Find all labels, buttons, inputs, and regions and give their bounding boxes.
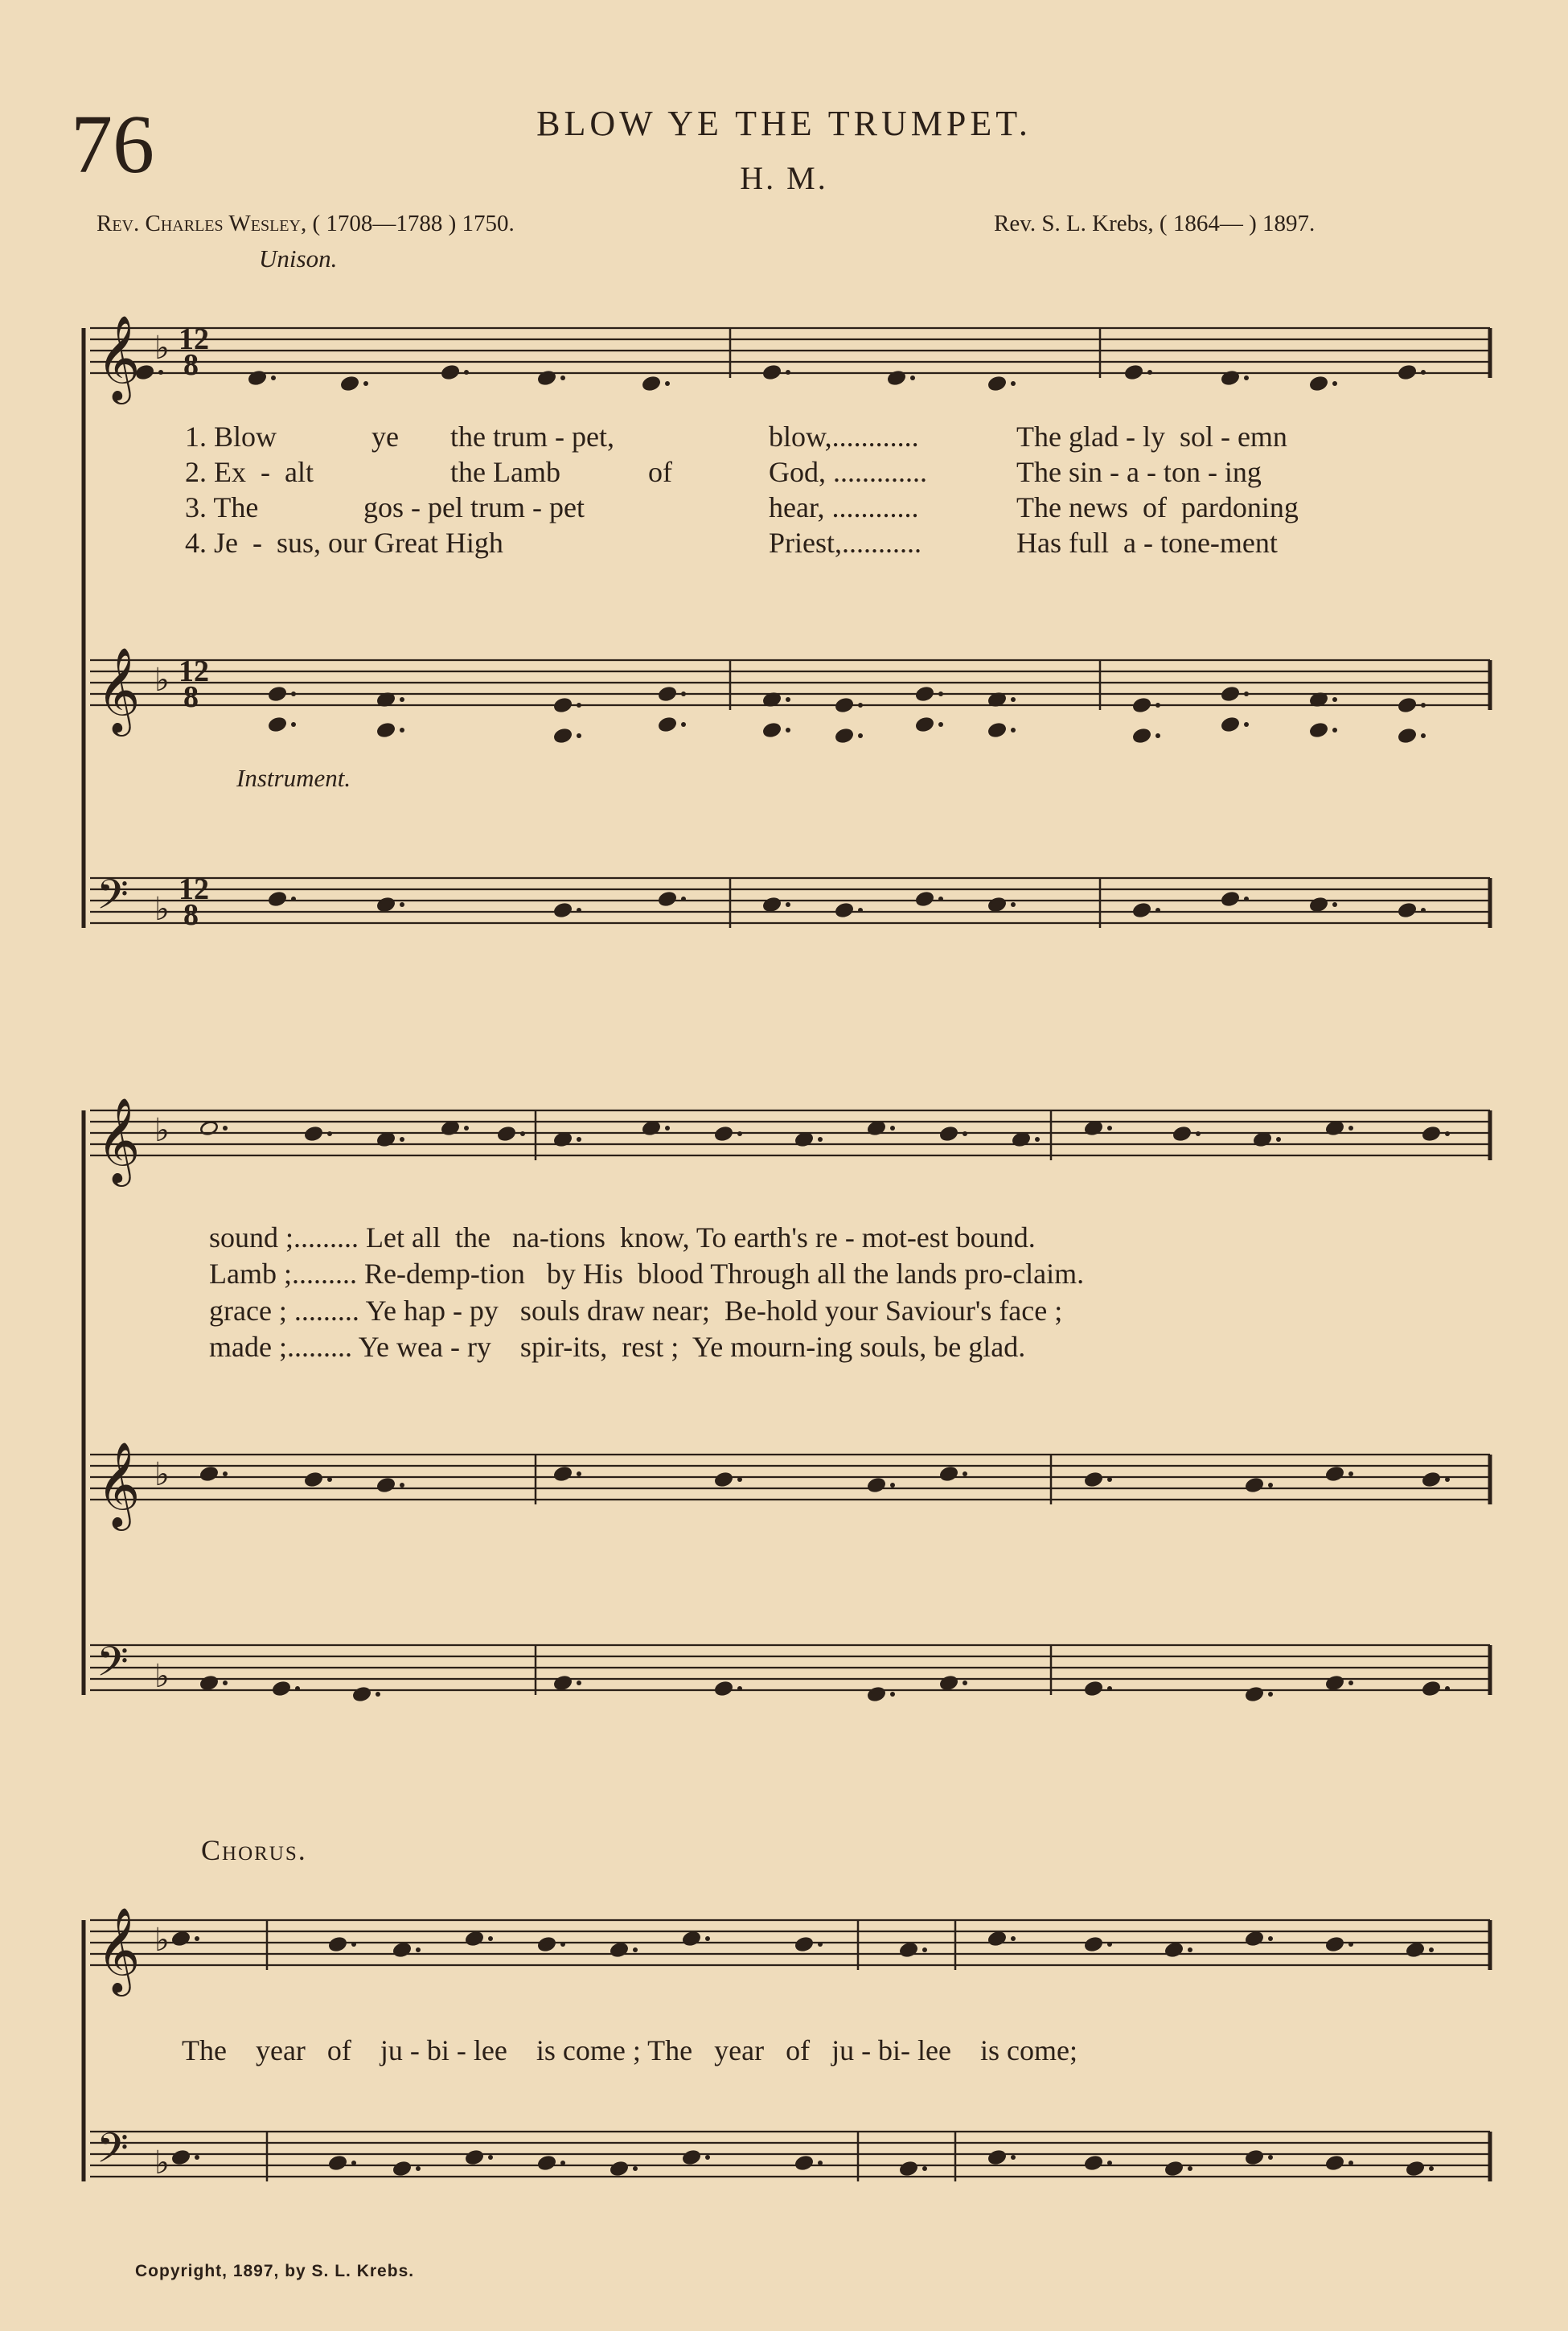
lyric-syllable: 4. Je - sus, our Great High [185, 527, 503, 559]
augmentation-dot [327, 1131, 332, 1136]
note-head [376, 897, 396, 913]
augmentation-dot [1011, 1936, 1016, 1941]
note-head [682, 1931, 701, 1947]
augmentation-dot [291, 897, 296, 901]
flat-icon: ♭ [154, 1456, 170, 1492]
augmentation-dot [1348, 2161, 1353, 2165]
note-head [867, 1686, 886, 1702]
augmentation-dot [577, 703, 581, 708]
augmentation-dot [910, 376, 915, 380]
augmentation-dot [938, 722, 943, 727]
augmentation-dot [633, 2166, 638, 2171]
augmentation-dot [577, 908, 581, 913]
augmentation-dot [1147, 370, 1152, 375]
note-head [658, 891, 677, 907]
augmentation-dot [464, 370, 469, 375]
treble-clef: 𝄞 [96, 1441, 141, 1527]
note-head [1245, 2149, 1264, 2165]
note-head [376, 722, 396, 738]
instrument-marking: Instrument. [236, 764, 351, 792]
note-head [939, 1126, 958, 1142]
augmentation-dot [1011, 728, 1016, 733]
augmentation-dot [737, 1686, 742, 1691]
augmentation-dot [786, 370, 790, 375]
note-head [899, 1942, 918, 1958]
bass-clef: 𝄢 [96, 1637, 129, 1696]
flat-icon: ♭ [154, 330, 170, 366]
note-head [610, 1942, 629, 1958]
note-head [392, 2161, 412, 2177]
augmentation-dot [1332, 697, 1337, 702]
clefs [96, 314, 170, 2182]
augmentation-dot [858, 733, 863, 738]
note-head [268, 716, 287, 733]
note-head [1221, 686, 1240, 702]
note-head [1325, 2155, 1344, 2171]
augmentation-dot [705, 1936, 710, 1941]
note-head [1084, 1936, 1103, 1952]
verse-2-line: Lamb ;......... Re-demp-tion by His blood Through all the lands pro-claim. [209, 1258, 1085, 1290]
note-head [1132, 697, 1151, 713]
augmentation-dot [681, 722, 686, 727]
augmentation-dot [786, 697, 790, 702]
augmentation-dot [1107, 1477, 1112, 1482]
augmentation-dot [351, 1942, 356, 1947]
note-head [1124, 364, 1143, 380]
note-head [465, 2149, 484, 2165]
augmentation-dot [520, 1131, 525, 1136]
augmentation-dot [1421, 370, 1426, 375]
flat-icon: ♭ [154, 1922, 170, 1958]
flat-icon: ♭ [154, 662, 170, 698]
bass-clef: 𝄢 [96, 870, 129, 929]
lyric-syllable: Has full a - tone-ment [1016, 527, 1278, 559]
note-head [1221, 891, 1240, 907]
note-head [835, 697, 854, 713]
augmentation-dot [681, 897, 686, 901]
note-head [537, 2155, 556, 2171]
note-head [762, 722, 782, 738]
augmentation-dot [963, 1681, 967, 1685]
note-head [1398, 728, 1417, 744]
lyric-syllable: 1. Blow [185, 421, 277, 453]
note-head [1245, 1931, 1264, 1947]
note-head [987, 897, 1007, 913]
note-head [1132, 902, 1151, 918]
note-head [1398, 364, 1417, 380]
note-head [1422, 1126, 1441, 1142]
note-head [1172, 1126, 1192, 1142]
time-signature-top: 12 [179, 872, 209, 906]
note-head [1309, 897, 1328, 913]
augmentation-dot [560, 376, 565, 380]
note-head [553, 728, 573, 744]
note-head [1406, 1942, 1425, 1958]
augmentation-dot [327, 1477, 332, 1482]
verse-1-line: sound ;......... Let all the na-tions know, To earth's re - mot-est bound. [209, 1221, 1036, 1254]
augmentation-dot [1188, 1947, 1192, 1952]
hymn-number: 76 [71, 98, 154, 191]
lyric-syllable: ye [371, 421, 399, 453]
note-head [610, 2161, 629, 2177]
note-head [1084, 1471, 1103, 1488]
lyric-syllable: the trum - pet, [450, 421, 614, 453]
augmentation-dot [291, 722, 296, 727]
note-head [272, 1681, 291, 1697]
note-head [199, 1675, 219, 1691]
augmentation-dot [890, 1692, 895, 1697]
augmentation-dot [818, 2161, 823, 2165]
augmentation-dot [705, 2155, 710, 2160]
augmentation-dot [1188, 2166, 1192, 2171]
augmentation-dot [1011, 381, 1016, 386]
augmentation-dot [633, 1947, 638, 1952]
note-head [465, 1931, 484, 1947]
note-head [392, 1942, 412, 1958]
note-head [642, 376, 661, 392]
augmentation-dot [1421, 908, 1426, 913]
augmentation-dot [400, 697, 404, 702]
note-head [171, 1931, 191, 1947]
note-head [304, 1126, 323, 1142]
note-head [899, 2161, 918, 2177]
augmentation-dot [295, 1686, 300, 1691]
note-head [1245, 1477, 1264, 1493]
note-head [1309, 376, 1328, 392]
augmentation-dot [1244, 722, 1249, 727]
augmentation-dot [1429, 1947, 1434, 1952]
augmentation-dot [1268, 2155, 1273, 2160]
augmentation-dot [223, 1681, 228, 1685]
augmentation-dot [1268, 1483, 1273, 1488]
note-head [867, 1477, 886, 1493]
augmentation-dot [681, 692, 686, 696]
lyric-syllable: of [648, 456, 672, 488]
lyric-syllable: the Lamb [450, 456, 560, 488]
note-head [199, 1466, 219, 1482]
augmentation-dot [400, 902, 404, 907]
note-head [1132, 728, 1151, 744]
augmentation-dot [890, 1483, 895, 1488]
augmentation-dot [376, 1692, 380, 1697]
lyric-syllable: God, ............. [769, 456, 927, 488]
hymn-meter: H. M. [740, 160, 828, 196]
augmentation-dot [560, 1942, 565, 1947]
note-head [268, 891, 287, 907]
augmentation-dot [1445, 1131, 1450, 1136]
note-head [1406, 2161, 1425, 2177]
augmentation-dot [890, 1126, 895, 1131]
treble-clef: 𝄞 [96, 1906, 141, 1992]
augmentation-dot [1244, 692, 1249, 696]
augmentation-dot [271, 376, 276, 380]
note-head [304, 1471, 323, 1488]
hymn-title: BLOW YE THE TRUMPET. [536, 104, 1032, 143]
augmentation-dot [1268, 1936, 1273, 1941]
augmentation-dot [400, 1137, 404, 1142]
lyric-syllable: 2. Ex - alt [185, 456, 314, 488]
augmentation-dot [1348, 1681, 1353, 1685]
augmentation-dot [1011, 902, 1016, 907]
augmentation-dot [416, 1947, 421, 1952]
augmentation-dot [1445, 1686, 1450, 1691]
augmentation-dot [577, 1137, 581, 1142]
composer-credit: Rev. S. L. Krebs, ( 1864— ) 1897. [994, 211, 1316, 236]
augmentation-dot [1011, 2155, 1016, 2160]
augmentation-dot [577, 1471, 581, 1476]
augmentation-dot [1155, 733, 1160, 738]
note-head [352, 1686, 371, 1702]
augmentation-dot [1348, 1471, 1353, 1476]
augmentation-dot [1244, 897, 1249, 901]
augmentation-dot [1107, 1942, 1112, 1947]
augmentation-dot [786, 902, 790, 907]
lyric-syllable: hear, ............ [769, 491, 919, 523]
augmentation-dot [400, 728, 404, 733]
augmentation-dot [938, 897, 943, 901]
note-head [340, 376, 359, 392]
augmentation-dot [577, 733, 581, 738]
augmentation-dot [1011, 697, 1016, 702]
note-head [1422, 1681, 1441, 1697]
note-head [1245, 1686, 1264, 1702]
lyric-syllable: blow,............ [769, 421, 919, 453]
author-credit: Rev. Charles Wesley, ( 1708—1788 ) 1750. [96, 211, 515, 236]
augmentation-dot [963, 1471, 967, 1476]
note-head [762, 364, 782, 380]
augmentation-dot [488, 2155, 493, 2160]
treble-clef: 𝄞 [96, 646, 141, 733]
treble-clef: 𝄞 [96, 1097, 141, 1183]
augmentation-dot [1107, 2161, 1112, 2165]
note-head [762, 897, 782, 913]
treble-clef: 𝄞 [96, 314, 141, 400]
note-head [328, 2155, 347, 2171]
note-head [1164, 1942, 1184, 1958]
lyric-syllable: The news of pardoning [1016, 491, 1299, 523]
flat-icon: ♭ [154, 891, 170, 927]
flat-icon: ♭ [154, 1658, 170, 1694]
augmentation-dot [922, 1947, 927, 1952]
note-head [1398, 902, 1417, 918]
verse-4-line: made ;......... Ye wea - ry spir-its, rest ; Ye mourn-ing souls, be glad. [209, 1331, 1026, 1363]
verse-3-line: grace ; ......... Ye hap - py souls draw near; Be-hold your Saviour's face ; [209, 1295, 1063, 1327]
note-head [441, 364, 460, 380]
note-head [835, 728, 854, 744]
note-head [987, 2149, 1007, 2165]
augmentation-dot [858, 703, 863, 708]
augmentation-dot [786, 728, 790, 733]
note-head [987, 1931, 1007, 1947]
lyric-syllable: Priest,........... [769, 527, 922, 559]
augmentation-dot [363, 381, 368, 386]
augmentation-dot [464, 1126, 469, 1131]
note-head [987, 376, 1007, 392]
bass-clef: 𝄢 [96, 2124, 129, 2182]
lyric-syllable: 3. The [185, 491, 259, 523]
augmentation-dot [1244, 376, 1249, 380]
augmentation-dot [1332, 381, 1337, 386]
augmentation-dot [577, 1681, 581, 1685]
time-signature-bottom: 8 [183, 898, 199, 932]
augmentation-dot [1035, 1137, 1040, 1142]
augmentation-dot [195, 1936, 199, 1941]
lyric-syllable: gos - pel trum - pet [363, 491, 585, 523]
augmentation-dot [1348, 1126, 1353, 1131]
note-head [1309, 722, 1328, 738]
note-head [1325, 1936, 1344, 1952]
augmentation-dot [1332, 728, 1337, 733]
note-head [939, 1675, 958, 1691]
augmentation-dot [737, 1131, 742, 1136]
note-head [1164, 2161, 1184, 2177]
note-head [328, 1936, 347, 1952]
unison-marking: Unison. [259, 244, 338, 273]
augmentation-dot [223, 1126, 228, 1131]
note-head [658, 686, 677, 702]
augmentation-dot [1348, 1942, 1353, 1947]
note-head [682, 2149, 701, 2165]
chorus-line: The year of ju - bi - lee is come ; The year of ju - bi- lee is come; [182, 2034, 1077, 2066]
note-head [835, 902, 854, 918]
time-signature-top: 12 [179, 655, 209, 688]
note-head [497, 1126, 516, 1142]
augmentation-dot [488, 1936, 493, 1941]
augmentation-dot [1196, 1131, 1201, 1136]
note-head [714, 1126, 733, 1142]
note-head [915, 686, 934, 702]
augmentation-dot [818, 1137, 823, 1142]
lyric-syllable: The glad - ly sol - emn [1016, 421, 1287, 453]
augmentation-dot [1155, 703, 1160, 708]
augmentation-dot [1421, 703, 1426, 708]
augmentation-dot [963, 1131, 967, 1136]
time-signature-bottom: 8 [183, 680, 199, 714]
augmentation-dot [665, 1126, 670, 1131]
note-head [714, 1681, 733, 1697]
augmentation-dot [1107, 1126, 1112, 1131]
augmentation-dot [1429, 2166, 1434, 2171]
note-head [915, 716, 934, 733]
augmentation-dot [1445, 1477, 1450, 1482]
note-head [553, 1466, 573, 1482]
note-head [1325, 1466, 1344, 1482]
augmentation-dot [416, 2166, 421, 2171]
time-signature-top: 12 [179, 322, 209, 356]
augmentation-dot [291, 692, 296, 696]
note-head [714, 1471, 733, 1488]
flat-icon: ♭ [154, 2144, 170, 2181]
copyright-notice: Copyright, 1897, by S. L. Krebs. [135, 2262, 415, 2280]
augmentation-dot [938, 692, 943, 696]
augmentation-dot [351, 2161, 356, 2165]
note-head [553, 902, 573, 918]
note-head [658, 716, 677, 733]
augmentation-dot [400, 1483, 404, 1488]
note-head [1422, 1471, 1441, 1488]
augmentation-dot [1421, 733, 1426, 738]
note-head [987, 722, 1007, 738]
note-head [794, 1936, 814, 1952]
augmentation-dot [1332, 902, 1337, 907]
augmentation-dot [818, 1942, 823, 1947]
barlines [84, 328, 1490, 2181]
note-head [537, 1936, 556, 1952]
note-head [1084, 2155, 1103, 2171]
note-head [794, 2155, 814, 2171]
note-head [553, 1675, 573, 1691]
augmentation-dot [1155, 908, 1160, 913]
augmentation-dot [560, 2161, 565, 2165]
note-head [1398, 697, 1417, 713]
note-head [1325, 1675, 1344, 1691]
time-signatures [179, 322, 209, 932]
time-signature-bottom: 8 [183, 348, 199, 382]
note-head [268, 686, 287, 702]
augmentation-dot [223, 1471, 228, 1476]
note-head [915, 891, 934, 907]
flat-icon: ♭ [154, 1112, 170, 1148]
note-head [1084, 1681, 1103, 1697]
augmentation-dot [665, 381, 670, 386]
augmentation-dot [922, 2166, 927, 2171]
note-head [171, 2149, 191, 2165]
augmentation-dot [1107, 1686, 1112, 1691]
augmentation-dot [858, 908, 863, 913]
augmentation-dot [158, 370, 163, 375]
augmentation-dot [1276, 1137, 1281, 1142]
note-head [553, 697, 573, 713]
augmentation-dot [1268, 1692, 1273, 1697]
augmentation-dot [737, 1477, 742, 1482]
lyric-syllable: The sin - a - ton - ing [1016, 456, 1262, 488]
note-head [1221, 716, 1240, 733]
chorus-label: Chorus. [201, 1834, 307, 1866]
augmentation-dot [195, 2155, 199, 2160]
note-head [376, 1477, 396, 1493]
note-head [939, 1466, 958, 1482]
